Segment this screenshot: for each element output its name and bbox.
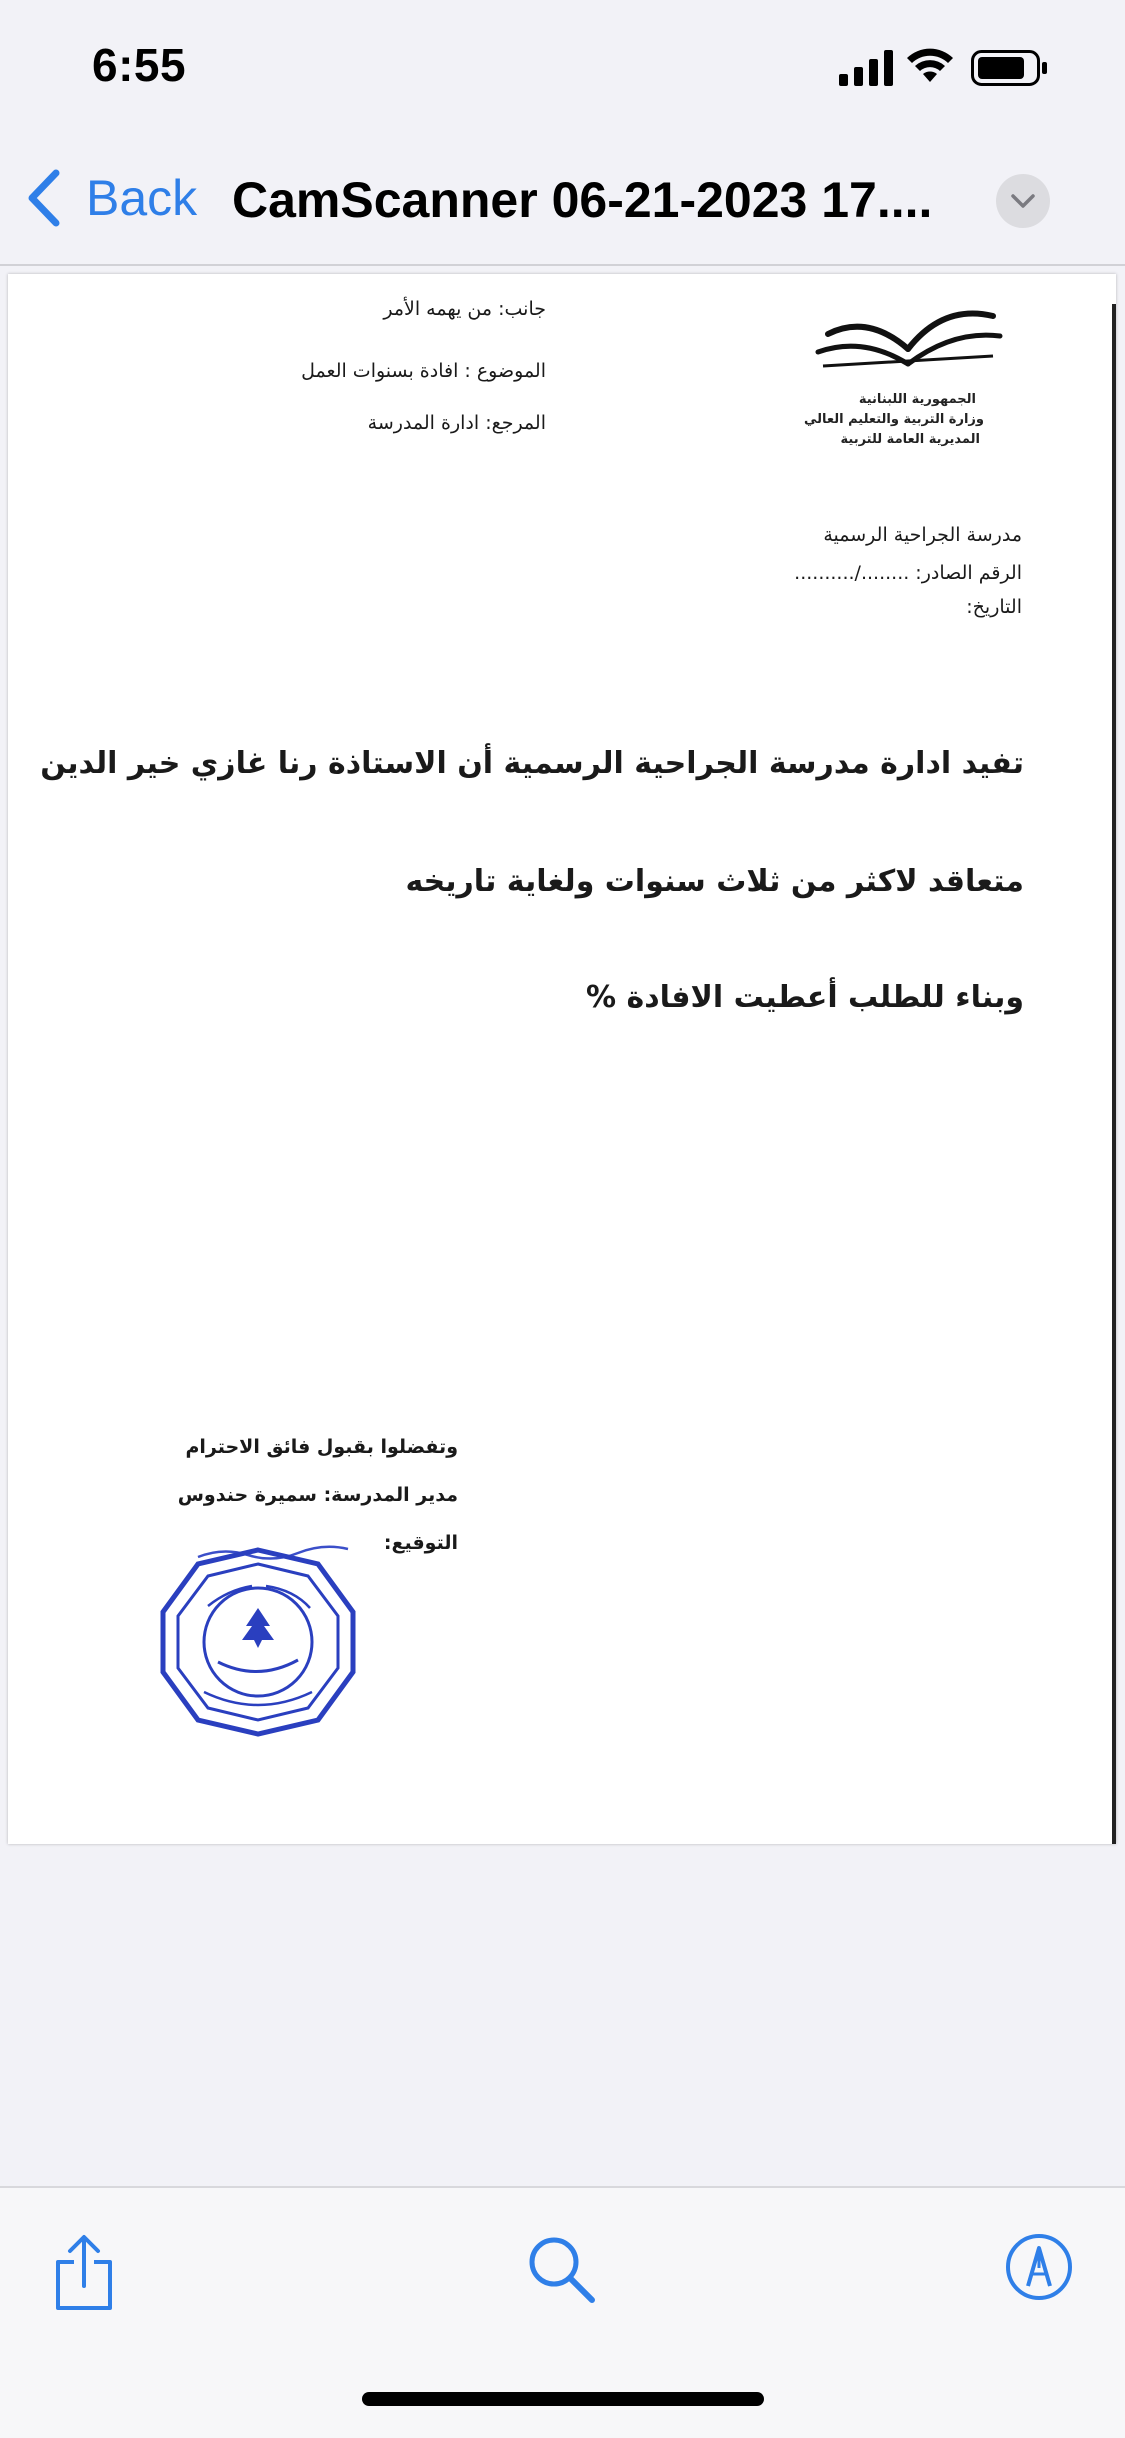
reference-line: المرجع: ادارة المدرسة [367,412,546,434]
date-label: التاريخ: [966,596,1022,618]
body-paragraph-3: وبناء للطلب أعطيت الافادة % [586,980,1024,1015]
chevron-left-icon [26,169,60,227]
body-paragraph-1: تفيد ادارة مدرسة الجراحية الرسمية أن الاستاذة رنا غازي خير الدين [40,746,1024,781]
share-icon [52,2232,116,2312]
back-button[interactable] [26,167,197,229]
principal-line: مدير المدرسة: سميرة حندوس [177,1484,458,1506]
scan-edge [1112,304,1116,1844]
subject-line: الموضوع : افادة بسنوات العمل [301,360,546,382]
navigation-bar [0,132,1125,266]
wifi-icon [907,46,953,84]
chevron-down-icon [1011,194,1035,208]
closing-line: وتفضلوا بقبول فائق الاحترام [185,1436,458,1458]
markup-button[interactable] [1004,2232,1074,2307]
title-menu-button[interactable] [996,174,1050,228]
open-book-icon [808,294,1008,384]
signature-label: التوقيع: [383,1532,458,1554]
logo-line-3: المديرية العامة للتربية [840,432,980,447]
recipient-line: جانب: من يهمه الأمر [383,298,546,320]
logo-line-2: وزارة التربية والتعليم العالي [803,412,984,427]
document-page[interactable] [8,274,1116,1844]
ministry-logo [803,294,1008,454]
share-button[interactable] [52,2232,116,2317]
battery-icon [971,50,1049,86]
search-icon [526,2234,598,2306]
search-button[interactable] [526,2234,598,2311]
body-paragraph-2: متعاقد لاكثر من ثلاث سنوات ولغاية تاريخه [405,864,1024,899]
home-indicator[interactable] [362,2392,764,2406]
official-stamp [148,1542,368,1742]
status-bar [0,0,1125,132]
back-label: Back [86,170,198,226]
markup-pen-icon [1004,2232,1074,2302]
issue-number: الرقم الصادر: ......../.......... [794,562,1022,584]
school-name: مدرسة الجراحية الرسمية [823,524,1022,546]
logo-line-1: الجمهورية اللبنانية [858,392,976,407]
cellular-signal-icon [839,50,897,86]
status-time: 6:55 [92,39,187,91]
document-title: CamScanner 06-21-2023 17.... [232,172,933,228]
